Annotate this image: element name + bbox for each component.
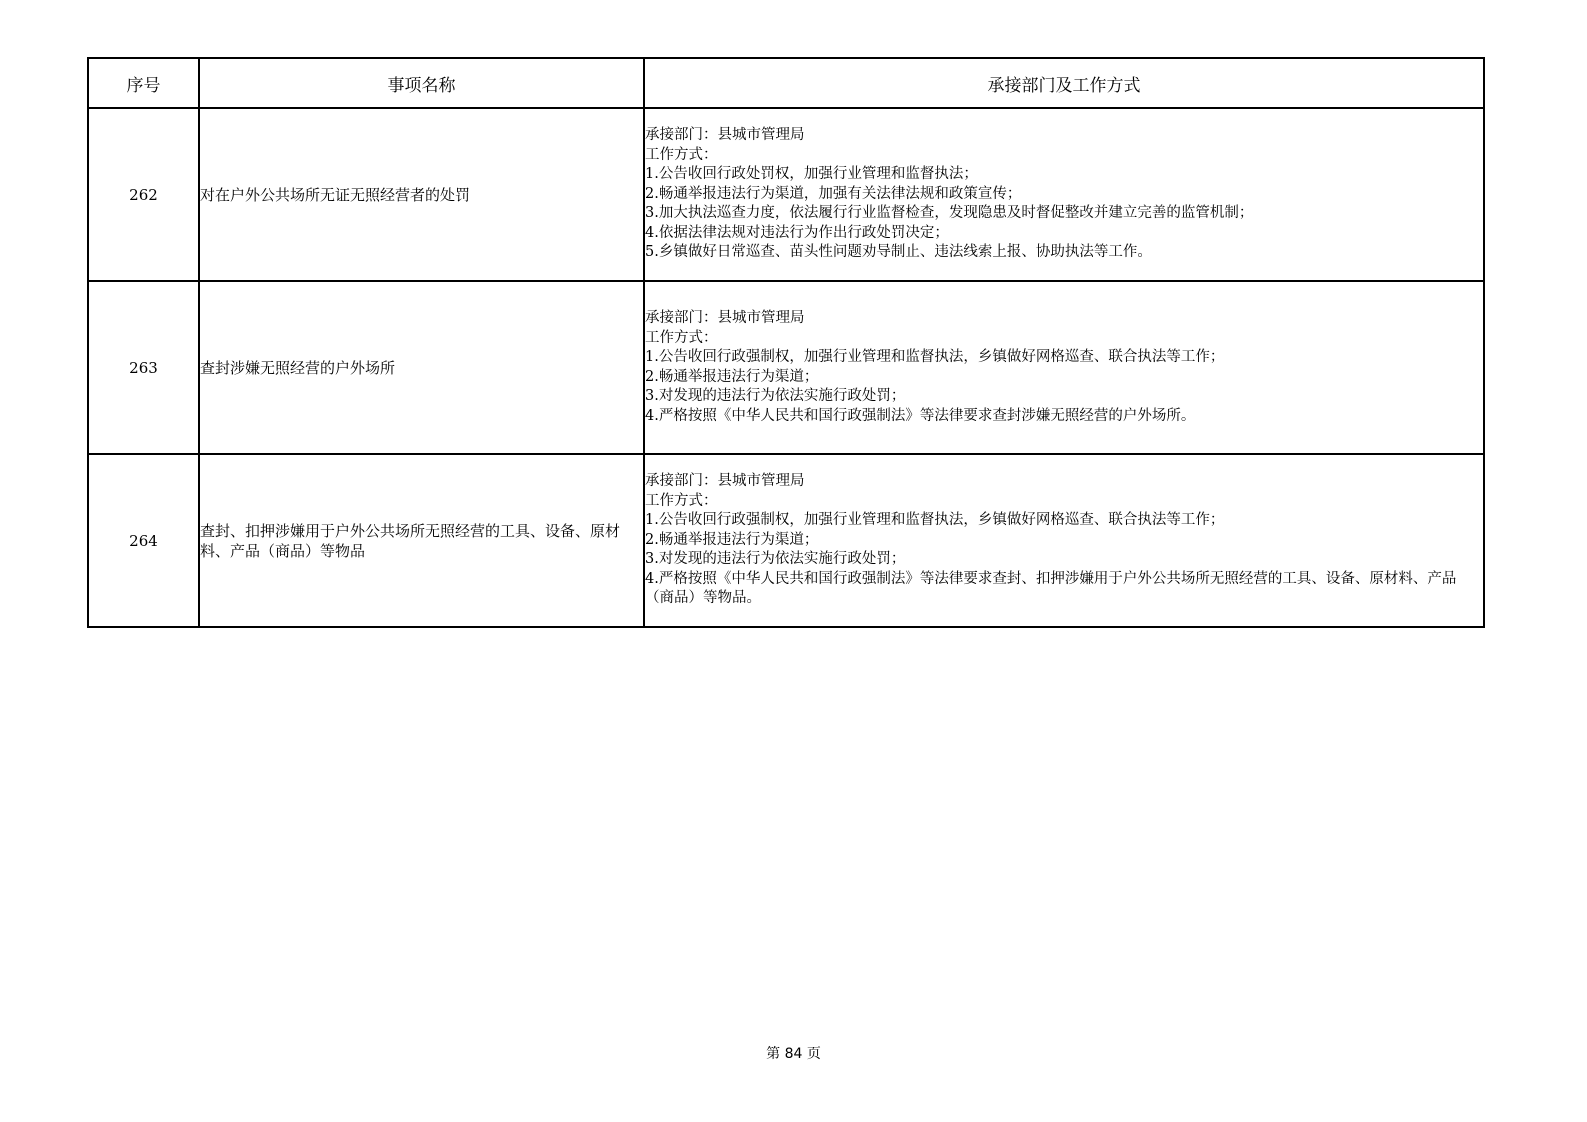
method-item: 4.严格按照《中华人民共和国行政强制法》等法律要求查封涉嫌无照经营的户外场所。: [645, 407, 1196, 424]
method-item: 1.公告收回行政处罚权，加强行业管理和监督执法；: [645, 166, 978, 183]
method-item: 2.畅通举报违法行为渠道，加强有关法律法规和政策宣传；: [645, 185, 1022, 202]
method-label: 工作方式：: [645, 146, 718, 163]
row-number: 264: [88, 454, 199, 627]
table-row: [88, 454, 1484, 627]
table-row: [88, 281, 1484, 454]
row-item-name: 查封、扣押涉嫌用于户外公共场所无照经营的工具、设备、原材料、产品（商品）等物品: [199, 454, 644, 627]
method-item: 3.对发现的违法行为依法实施行政处罚；: [645, 551, 906, 568]
header-item-name: 事项名称: [199, 58, 644, 108]
row-number: 263: [88, 281, 199, 454]
method-item: 3.对发现的违法行为依法实施行政处罚；: [645, 388, 906, 404]
row-department-method: [644, 281, 1484, 454]
method-label: 工作方式：: [645, 492, 718, 509]
row-item-name: 查封涉嫌无照经营的户外场所: [199, 281, 644, 454]
page-number: 第 84 页: [766, 1046, 821, 1062]
method-item: 2.畅通举报违法行为渠道；: [645, 368, 819, 385]
method-item: 2.畅通举报违法行为渠道；: [645, 531, 819, 548]
method-item: 1.公告收回行政强制权，加强行业管理和监督执法，乡镇做好网格巡查、联合执法等工作；: [645, 512, 1225, 529]
method-item: 4.严格按照《中华人民共和国行政强制法》等法律要求查封、扣押涉嫌用于户外公共场所无照经营的工具、设备、原材料、产品（商品）等物品。: [645, 570, 1457, 607]
header-number: 序号: [88, 58, 199, 108]
row-department-method: [644, 108, 1484, 281]
items-table: [87, 57, 1485, 628]
method-item: 5.乡镇做好日常巡查、苗头性问题劝导制止、违法线索上报、协助执法等工作。: [645, 244, 1152, 261]
row-number: 262: [88, 108, 199, 281]
method-item: 4.依据法律法规对违法行为作出行政处罚决定；: [645, 224, 949, 241]
method-item: 1.公告收回行政强制权，加强行业管理和监督执法，乡镇做好网格巡查、联合执法等工作；: [645, 349, 1225, 365]
department-text: 承接部门：县城市管理局: [645, 310, 805, 326]
row-item-name: 对在户外公共场所无证无照经营者的处罚: [199, 108, 644, 281]
table-row: [88, 108, 1484, 281]
department-text: 承接部门：县城市管理局: [645, 127, 805, 144]
method-item: 3.加大执法巡查力度，依法履行行业监督检查，发现隐患及时督促整改并建立完善的监管机制；: [645, 205, 1254, 222]
header-department-method: 承接部门及工作方式: [644, 58, 1484, 108]
row-department-method: [644, 454, 1484, 627]
table-header-row: [88, 58, 1484, 108]
department-text: 承接部门：县城市管理局: [645, 473, 805, 490]
method-label: 工作方式：: [645, 329, 718, 346]
